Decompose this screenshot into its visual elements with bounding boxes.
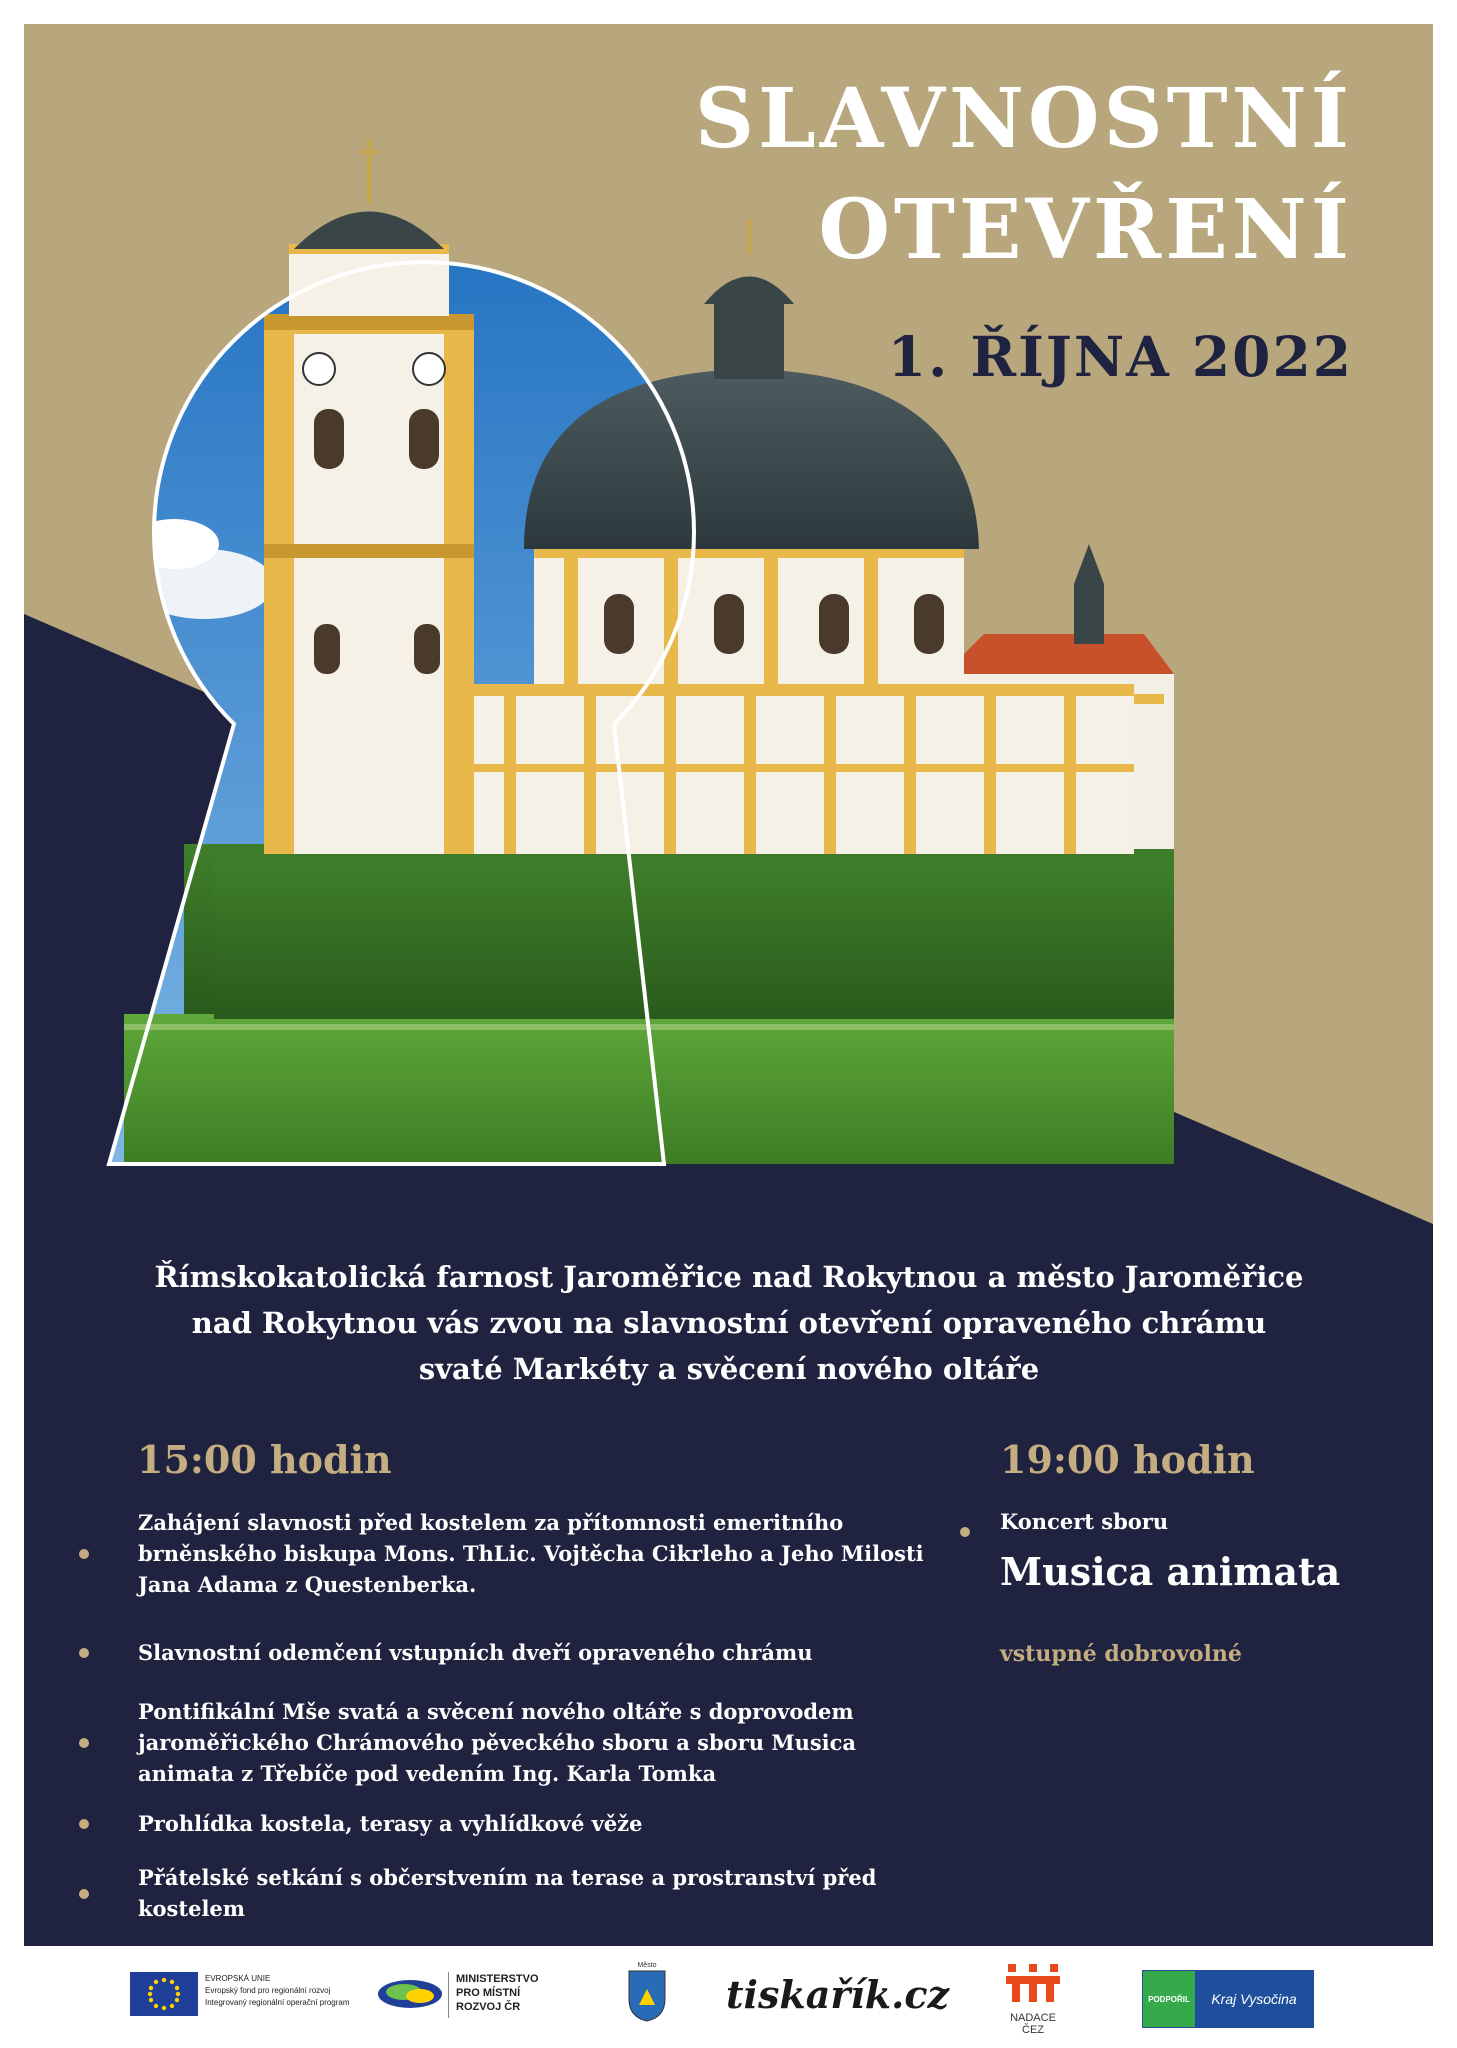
bullet-icon (79, 1819, 89, 1829)
eu-title: EVROPSKÁ UNIE (205, 1974, 271, 1983)
program-item (79, 1862, 959, 1924)
mmr-line: MINISTERSTVO (456, 1973, 539, 1985)
title-line-2: OTEVŘENÍ (818, 182, 1353, 278)
eu-line: Integrovaný regionální operační program (205, 1998, 350, 2007)
bullet-icon (79, 1648, 89, 1658)
concert-label: Koncert sboru (1000, 1509, 1169, 1534)
town-label: Město (637, 1962, 657, 1969)
mmr-text (456, 1972, 539, 2014)
program-item (79, 1808, 959, 1839)
program-item-line: jaroměřického Chrámového pěveckého sboru a sboru Musica (138, 1730, 857, 1755)
afternoon-time: 15:00 hodin (137, 1437, 392, 1482)
bullet-icon (79, 1889, 89, 1899)
bullet-icon (79, 1738, 89, 1748)
eu-line: Evropský fond pro regionální rozvoj (205, 1986, 331, 1995)
mmr-line: PRO MÍSTNÍ (456, 1987, 521, 1999)
kraj-supported: PODPOŘIL (1143, 1971, 1195, 2027)
entry-fee: vstupné dobrovolné (1000, 1641, 1242, 1667)
invitation-text (79, 1254, 1379, 1392)
mmr-logo-icon (376, 1974, 444, 2014)
mmr-line: ROZVOJ ČR (456, 2001, 521, 2013)
kraj-name: Kraj Vysočina (1195, 1971, 1313, 2027)
eu-text (205, 1973, 350, 2009)
town-crest-icon (622, 1962, 672, 2028)
program-item (79, 1507, 959, 1600)
invitation-line: Římskokatolická farnost Jaroměřice nad Rokytnou a město Jaroměřice (154, 1260, 1304, 1294)
eu-flag-icon (130, 1972, 198, 2016)
program-item-line: Zahájení slavnosti před kostelem za přítomnosti emeritního (138, 1510, 844, 1535)
cez-logo (998, 1962, 1068, 2036)
sponsor-logos (0, 1946, 1457, 2048)
program-item (79, 1696, 959, 1789)
poster (24, 24, 1433, 1946)
invitation-line: nad Rokytnou vás zvou na slavnostní otevření opraveného chrámu (191, 1306, 1267, 1340)
program-item-line: Pontifikální Mše svatá a svěcení nového oltáře s doprovodem (138, 1699, 854, 1724)
divider (448, 1972, 449, 2018)
cez-text: NADACE ČEZ (1010, 2012, 1056, 2036)
program-item-line: kostelem (138, 1896, 245, 1921)
program-item (79, 1637, 959, 1668)
program-item-line: Jana Adama z Questenberka. (138, 1572, 477, 1597)
program-item-line: Přátelské setkání s občerstvením na terase a prostranství před (138, 1865, 877, 1890)
title-line-1: SLAVNOSTNÍ (694, 71, 1353, 167)
tiskarik-logo: tiskařík.cz (726, 1972, 950, 2017)
event-date: 1. ŘÍJNA 2022 (887, 324, 1353, 389)
evening-time: 19:00 hodin (1000, 1437, 1255, 1482)
invitation-line: svaté Markéty a svěcení nového oltáře (418, 1352, 1040, 1386)
cez-icon (1004, 1962, 1062, 2004)
program-item-line: brněnského biskupa Mons. ThLic. Vojtěcha Cikrleho a Jeho Milosti (138, 1541, 924, 1566)
program-item-line: Slavnostní odemčení vstupních dveří opraveného chrámu (138, 1640, 813, 1665)
program-item-line: animata z Třebíče pod vedením Ing. Karla Tomka (138, 1761, 717, 1786)
bullet-icon (79, 1549, 89, 1559)
program-item-line: Prohlídka kostela, terasy a vyhlídkové věže (138, 1811, 643, 1836)
bullet-icon (960, 1527, 970, 1537)
kraj-vysocina-logo (1142, 1970, 1314, 2028)
concert-name: Musica animata (1000, 1549, 1341, 1594)
